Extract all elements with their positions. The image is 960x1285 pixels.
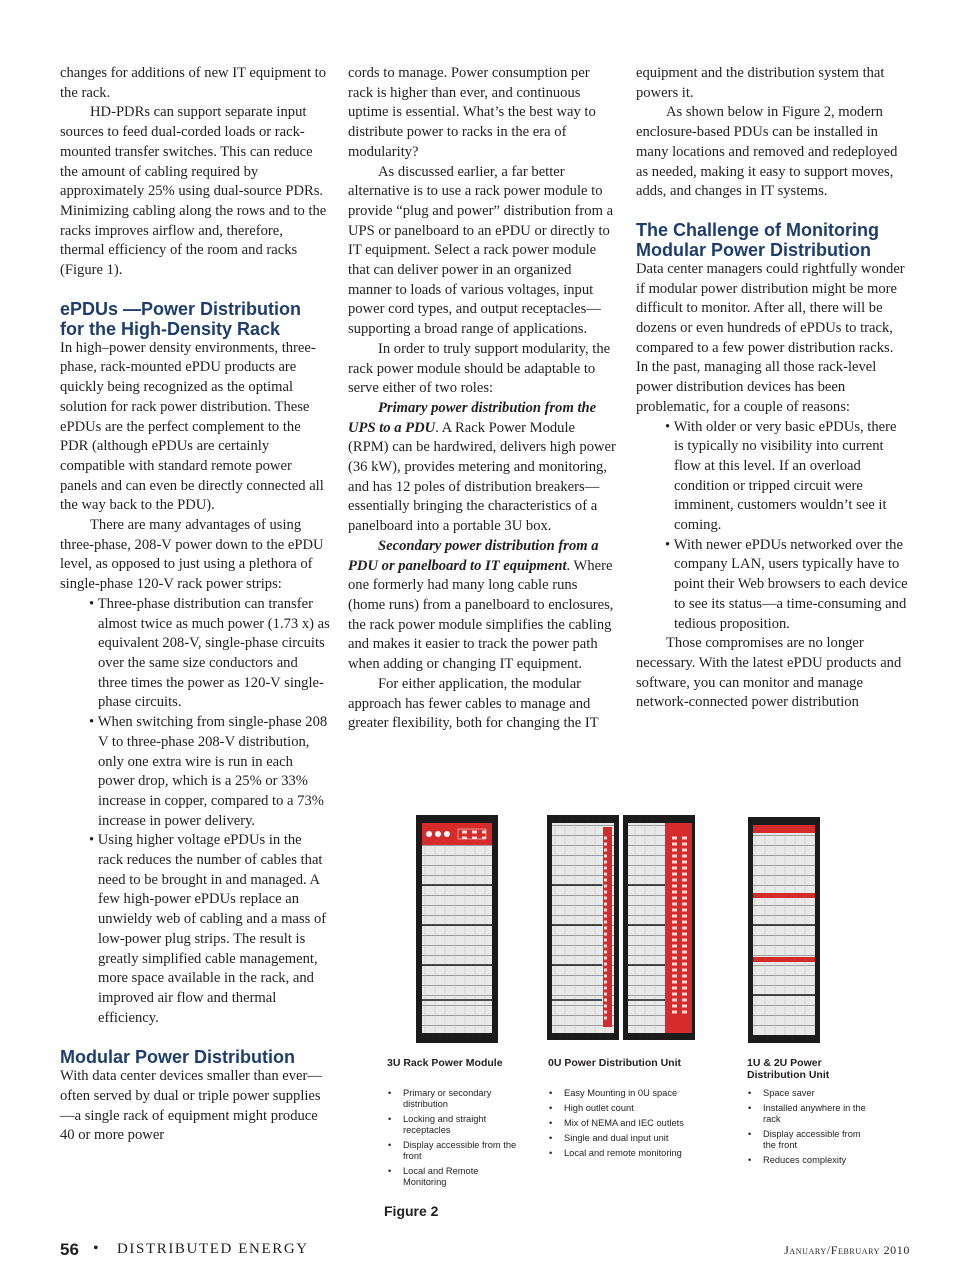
list-item: • Single and dual input unit	[544, 1133, 724, 1144]
advantages-list	[60, 595, 330, 1028]
features-0u	[544, 1088, 724, 1163]
magazine-name: DISTRIBUTED ENERGY	[117, 1241, 309, 1257]
list-item: • Local and remote monitoring	[544, 1148, 724, 1159]
features-3u	[383, 1088, 523, 1192]
list-item: • With older or very basic ePDUs, there is typically no visibility into current flow at this level. If an overload condition or tripped circuit were imminent, customers wouldn’t see it coming.	[664, 418, 908, 536]
section-heading-modular: Modular Power Distribution	[60, 1047, 296, 1068]
figure-label: Figure 2	[384, 1203, 439, 1219]
rack-0u-pdu-right	[623, 815, 695, 1040]
list-item: • Display accessible from the front	[383, 1140, 523, 1162]
list-item: • Using higher voltage ePDUs in the rack reduces the number of cables that need to be brought in and managed. A few high-power ePDUs replace an unwieldy web of cabling and a mass of low-power plug strips. The result is greatly simplified cable management, more space available in the rack, and improved air flow and thermal efficiency.	[88, 831, 330, 1028]
list-item: • Three-phase distribution can transfer almost twice as much power (1.73 x) as equivalent 208-V, single-phase circuits over the same size conductors and three times the power as 120-V single-phase circuits.	[88, 595, 330, 713]
run-in-lead: Secondary power distribution from a PDU or panelboard to IT equipment	[348, 537, 599, 574]
list-item: • Installed anywhere in the rack	[743, 1103, 873, 1125]
section-heading-epdus: ePDUs —Power Distribution for the High-Density Rack	[60, 298, 302, 339]
list-item: • Locking and straight receptacles	[383, 1114, 523, 1136]
right-column	[636, 64, 908, 713]
middle-paragraph: For either application, the modular approach has fewer cables to manage and greater flexibility, both for changing the IT	[348, 675, 599, 732]
left-paragraph: There are many advantages of using three-phase, 208-V power down to the ePDU level, as opposed to just using a plethora of single-phase 120-V rack power strips:	[60, 517, 324, 593]
right-paragraph: equipment and the distribution system that powers it.	[636, 65, 885, 101]
left-paragraph: In high–power density environments, three-phase, rack-mounted ePDU products are quickly being recognized as the optimal solution for rack power distribution. These ePDUs are the perfect complement to the PDR (although ePDUs are certainly compatible with standard remote power panels and can even be directly connected all the way back to the PDU).	[60, 339, 324, 514]
middle-column	[348, 64, 618, 734]
middle-paragraph	[348, 537, 618, 675]
middle-paragraph	[348, 399, 618, 537]
rack-3u-power-module	[416, 815, 498, 1043]
list-item: • Space saver	[743, 1088, 873, 1099]
rack-1u-2u-pdu	[748, 817, 820, 1043]
list-item: • Easy Mounting in 0U space	[544, 1088, 724, 1099]
left-paragraph: HD-PDRs can support separate input sources to feed dual-corded loads or rack-mounted transfer switches. This can reduce the amount of cabling required by approximately 25% using dual-source PDRs. Minimizing cabling along the rows and to the racks improves airflow and, therefore, thermal efficiency of the room and racks (Figure 1).	[60, 104, 327, 279]
list-item: • Reduces complexity	[743, 1155, 873, 1166]
caption-3u-rack-power-module: 3U Rack Power Module	[387, 1057, 503, 1069]
section-heading-challenge: The Challenge of Monitoring Modular Power Distribution	[636, 219, 879, 260]
reasons-list	[636, 418, 908, 635]
page-footer	[0, 1240, 960, 1264]
list-item: • Primary or secondary distribution	[383, 1088, 523, 1110]
right-paragraph: Those compromises are no longer necessary. With the latest ePDU products and software, you can monitor and manage network-connected power distribution	[636, 635, 902, 711]
middle-paragraph: cords to manage. Power consumption per rack is higher than ever, and continuous uptime is essential. What’s the best way to distribute power to racks in the era of modularity?	[348, 65, 596, 160]
right-paragraph: As shown below in Figure 2, modern enclosure-based PDUs can be installed in many locations and removed and redeployed as needed, making it easy to support moves, adds, and changes in IT systems.	[636, 104, 898, 200]
run-in-lead: Primary power distribution from the UPS to a PDU	[348, 399, 597, 436]
figure-2	[380, 805, 920, 1225]
rack-illustration	[380, 805, 920, 1055]
rack-0u-pdu-left	[547, 815, 619, 1040]
right-paragraph: Data center managers could rightfully wonder if modular power distribution might be more difficult to monitor. After all, there will be dozens or even hundreds of ePDUs to track, compared to a few power distribution racks. In the past, managing all those rack-level power distribution devices has been problematic, for a couple of reasons:	[636, 260, 905, 415]
list-item: • When switching from single-phase 208 V to three-phase 208-V distribution, only one extra wire is run in each power drop, which is a 25% or 33% increase in copper, compared to a 73% increase in power delivery.	[88, 713, 330, 831]
page-number: 56	[60, 1240, 79, 1259]
list-item: • Mix of NEMA and IEC outlets	[544, 1118, 724, 1129]
left-column	[60, 64, 330, 1146]
caption-1u-2u-pdu: 1U & 2U Power Distribution Unit	[747, 1057, 830, 1081]
footer-separator: •	[93, 1240, 99, 1257]
paragraph-body: . A Rack Power Module (RPM) can be hardwired, delivers high power (36 kW), provides metering and monitoring, and has 12 poles of distribution breakers—essentially bringing the characteristics of a panelboard into a portable 3U box.	[348, 419, 616, 535]
middle-paragraph: As discussed earlier, a far better alternative is to use a rack power module to provide “plug and power” distribution from a UPS or panelboard to an ePDU or directly to IT equipment. Select a rack power module that can deliver power in an organized manner to loads of various voltages, input power cord types, and output receptacles—supporting a broad range of applications.	[348, 163, 614, 338]
features-1u-2u	[743, 1088, 873, 1170]
list-item: • With newer ePDUs networked over the company LAN, users typically have to point their Web browsers to each device to see its status—a time-consuming and tedious proposition.	[664, 536, 908, 635]
list-item: • Display accessible from the front	[743, 1129, 873, 1151]
list-item: • High outlet count	[544, 1103, 724, 1114]
issue-date: January/February 2010	[784, 1243, 910, 1257]
list-item: • Local and Remote Monitoring	[383, 1166, 523, 1188]
middle-paragraph: In order to truly support modularity, the rack power module should be adaptable to serve either of two roles:	[348, 340, 611, 397]
left-paragraph: changes for additions of new IT equipment to the rack.	[60, 65, 327, 101]
caption-0u-pdu: 0U Power Distribution Unit	[548, 1057, 682, 1069]
paragraph-body: . Where one formerly had many long cable runs (home runs) from a panelboard to enclosures, the rack power module simplifies the cabling and makes it easier to track the power path when adding or changing IT equipment.	[348, 557, 614, 673]
left-paragraph: With data center devices smaller than ever—often served by dual or triple power supplies—a single rack of equipment might produce 40 or more power	[60, 1068, 322, 1144]
